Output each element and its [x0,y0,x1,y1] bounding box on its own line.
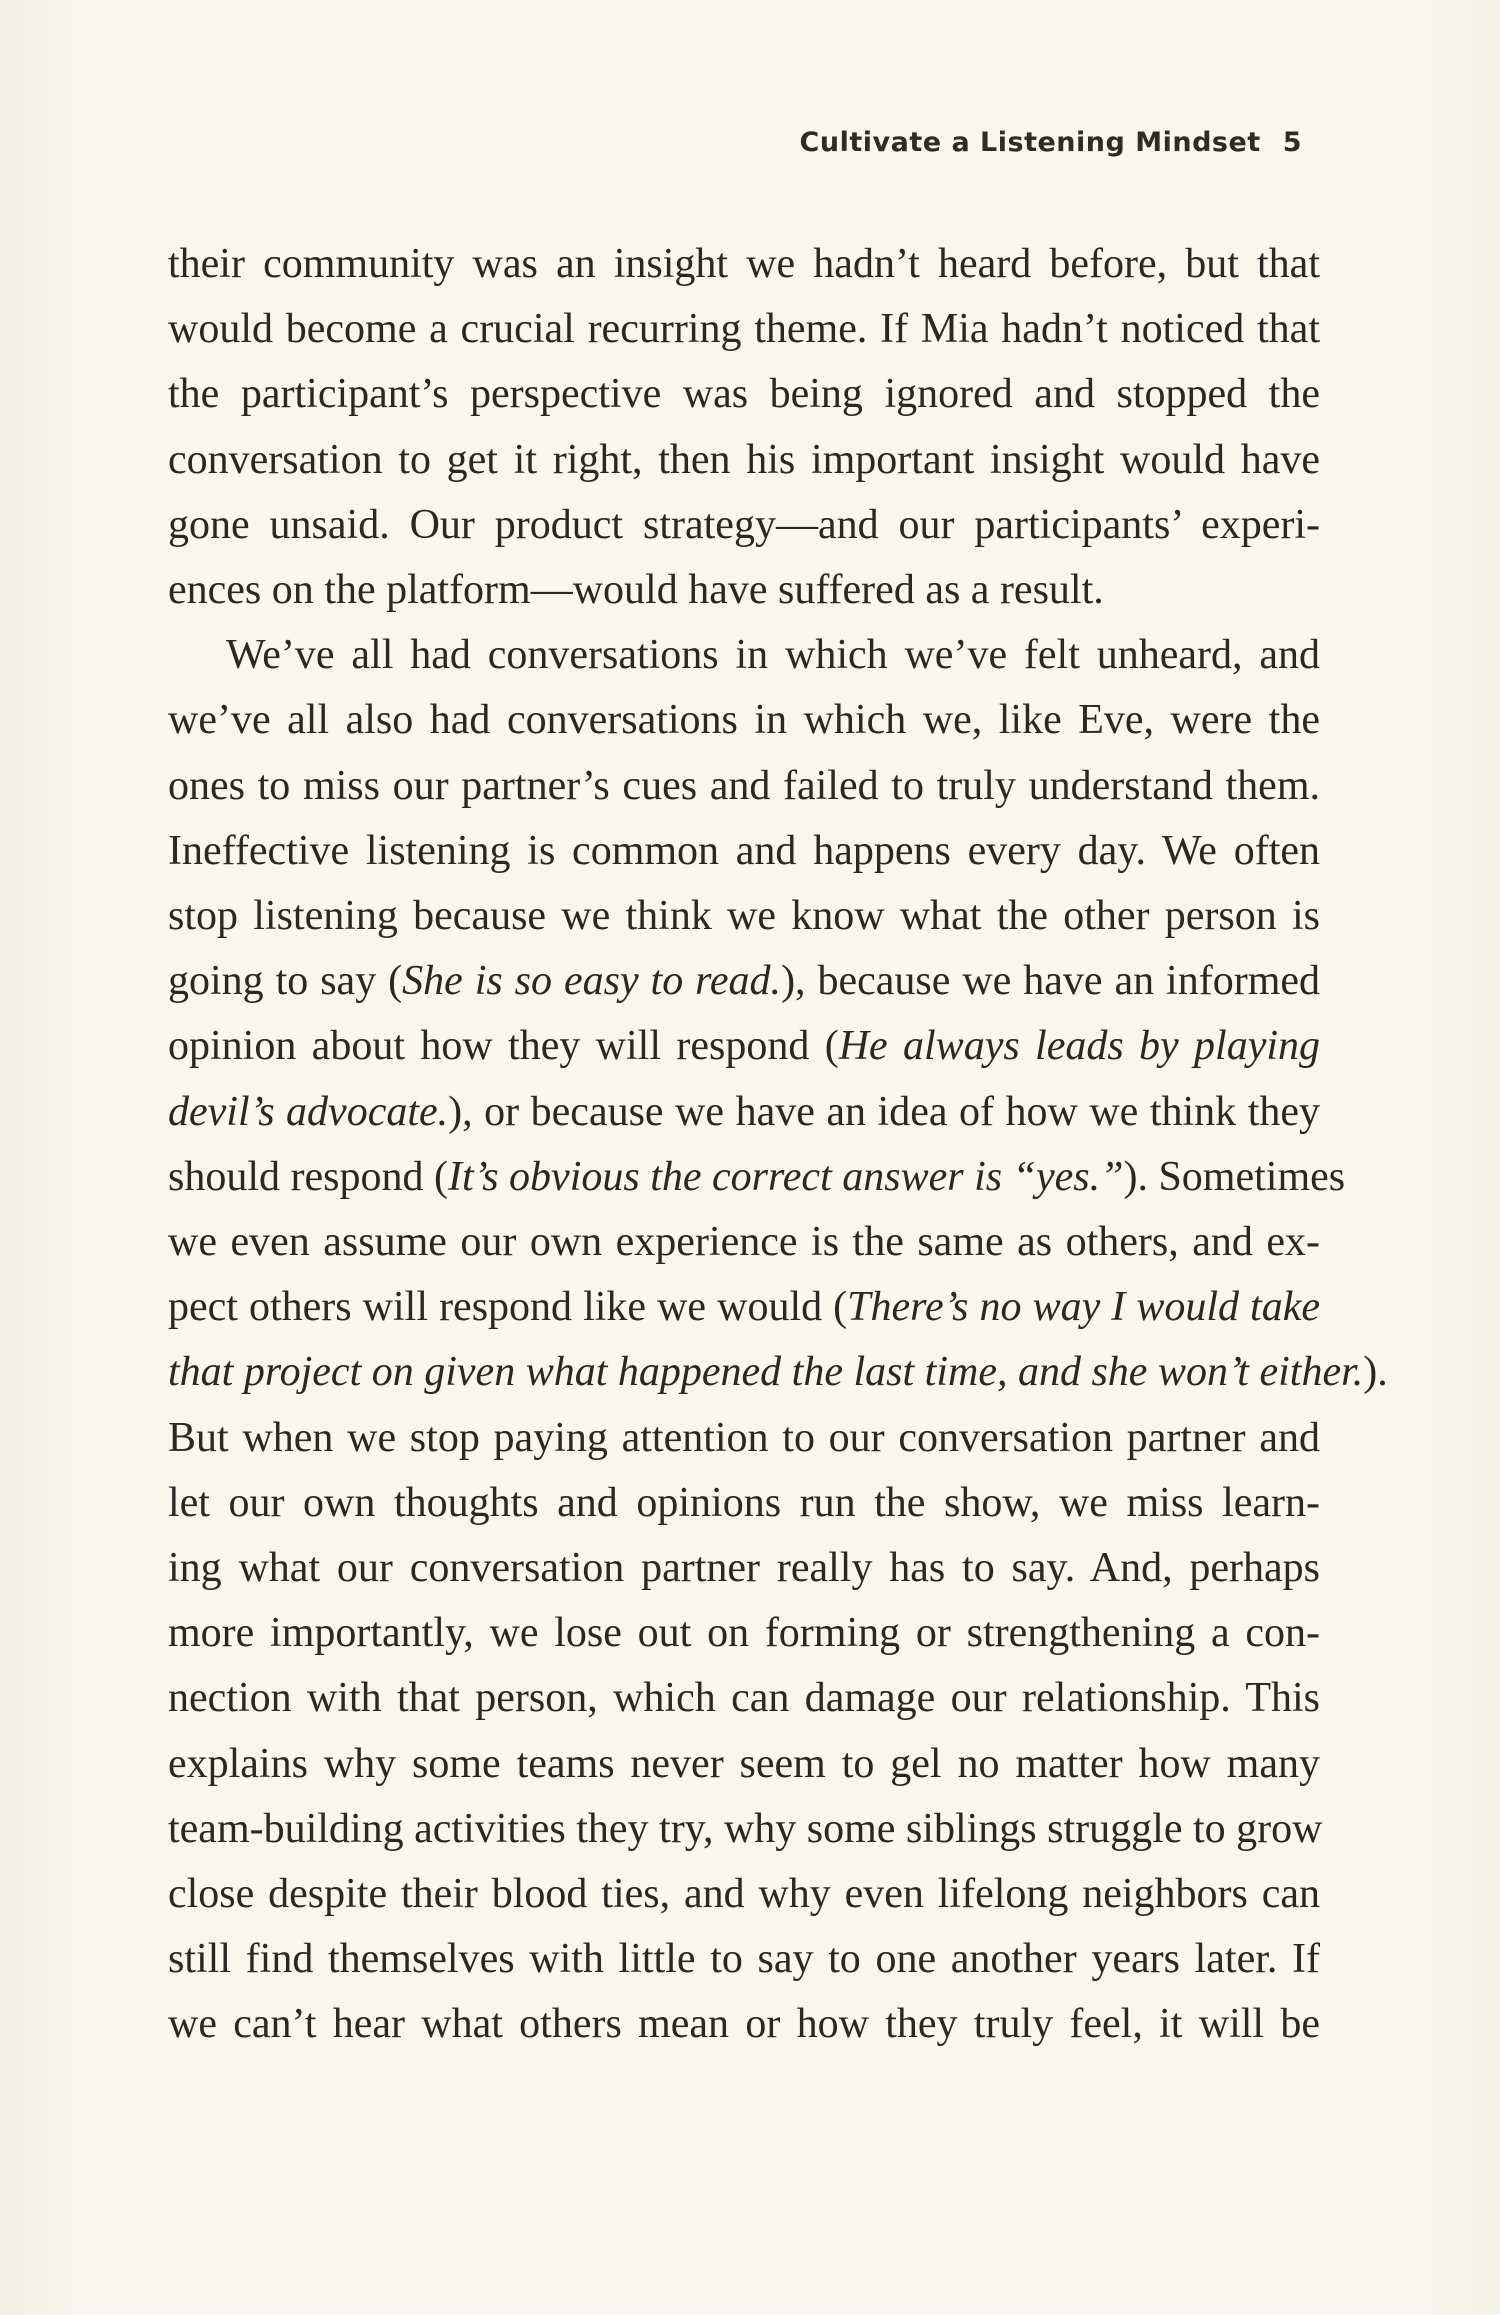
text-line [168,1014,1320,1079]
text-line [168,1406,1320,1471]
body-text [168,232,1388,2058]
text-line [168,1536,1320,1601]
text-line [168,1666,1320,1731]
text-segment: the participant’s perspective was being ignored and stopped the [168,371,1320,418]
text-segment: stop listening because we think we know what the other person is [168,893,1320,940]
text-segment: ences on the platform—would have suffered as a result. [168,567,1104,614]
text-segment: more importantly, we lose out on forming or strengthening a con- [168,1610,1320,1657]
text-line [168,688,1320,753]
text-line [168,362,1320,427]
text-line [168,1992,1320,2057]
text-segment: ), because we have an informed [781,958,1321,1005]
text-line [168,1471,1320,1536]
text-line [168,1927,1320,1992]
text-segment: We’ve all had conversations in which we’ve felt unheard, and [226,632,1320,679]
text-line [168,1080,1320,1145]
text-line [168,754,1320,819]
italic-text: It’s obvious the correct answer is “yes.” [447,1153,1124,1200]
text-segment: close despite their blood ties, and why even lifelong neighbors can [168,1871,1320,1918]
italic-text: She is so easy to read. [402,958,782,1005]
text-line [168,558,1320,623]
text-segment: we’ve all also had conversations in which we, like Eve, were the [168,697,1320,744]
text-segment: Ineffective listening is common and happens every day. We often [168,827,1320,874]
text-line [168,1145,1346,1210]
text-line [168,1601,1320,1666]
text-segment: ), or because we have an idea of how we think they [448,1088,1320,1135]
text-line [168,1862,1320,1927]
text-line [168,232,1320,297]
text-line [168,493,1320,558]
text-segment: should respond ( [168,1153,448,1200]
text-segment: But when we stop paying attention to our conversation partner and [168,1414,1320,1461]
text-line [168,623,1320,688]
text-segment: opinion about how they will respond ( [168,1023,839,1070]
text-segment: ). [1363,1349,1388,1396]
text-segment: we even assume our own experience is the same as others, and ex- [168,1219,1320,1266]
text-segment: still find themselves with little to say to one another years later. If [168,1936,1320,1983]
text-segment: nection with that person, which can damage our relationship. This [168,1675,1320,1722]
italic-text: He always leads by playing [838,1023,1320,1070]
text-line [168,1340,1388,1405]
text-segment: ). Sometimes [1123,1153,1346,1200]
text-segment: explains why some teams never seem to gel no matter how many [168,1740,1320,1787]
text-segment: would become a crucial recurring theme. If Mia hadn’t noticed that [168,306,1320,353]
text-line [168,1732,1320,1797]
italic-text: devil’s advocate. [168,1088,449,1135]
text-segment: gone unsaid. Our product strategy—and our participants’ experi- [168,501,1320,548]
text-line [168,884,1320,949]
italic-text: that project on given what happened the last time, and she won’t either. [168,1349,1364,1396]
page-number: 5 [1282,127,1302,158]
running-head [800,127,1302,158]
text-line [168,819,1320,884]
text-segment: conversation to get it right, then his important insight would have [168,436,1320,483]
text-line [168,1210,1320,1275]
text-line [168,428,1320,493]
italic-text: There’s no way I would take [847,1284,1320,1331]
text-segment: let our own thoughts and opinions run the show, we miss learn- [168,1479,1320,1526]
text-segment: ones to miss our partner’s cues and failed to truly understand them. [168,762,1320,809]
text-line [168,949,1320,1014]
text-segment: their community was an insight we hadn’t heard before, but that [168,241,1320,287]
text-segment: we can’t hear what others mean or how they truly feel, it will be [168,2001,1320,2048]
text-line [168,1275,1320,1340]
text-segment: pect others will respond like we would ( [168,1284,848,1331]
chapter-title: Cultivate a Listening Mindset [799,127,1261,158]
text-segment: ing what our conversation partner really has to say. And, perhaps [168,1545,1320,1592]
text-line [168,1797,1323,1862]
text-segment: team-building activities they try, why some siblings struggle to grow [168,1805,1323,1852]
text-line [168,297,1320,362]
text-segment: going to say ( [168,958,403,1005]
